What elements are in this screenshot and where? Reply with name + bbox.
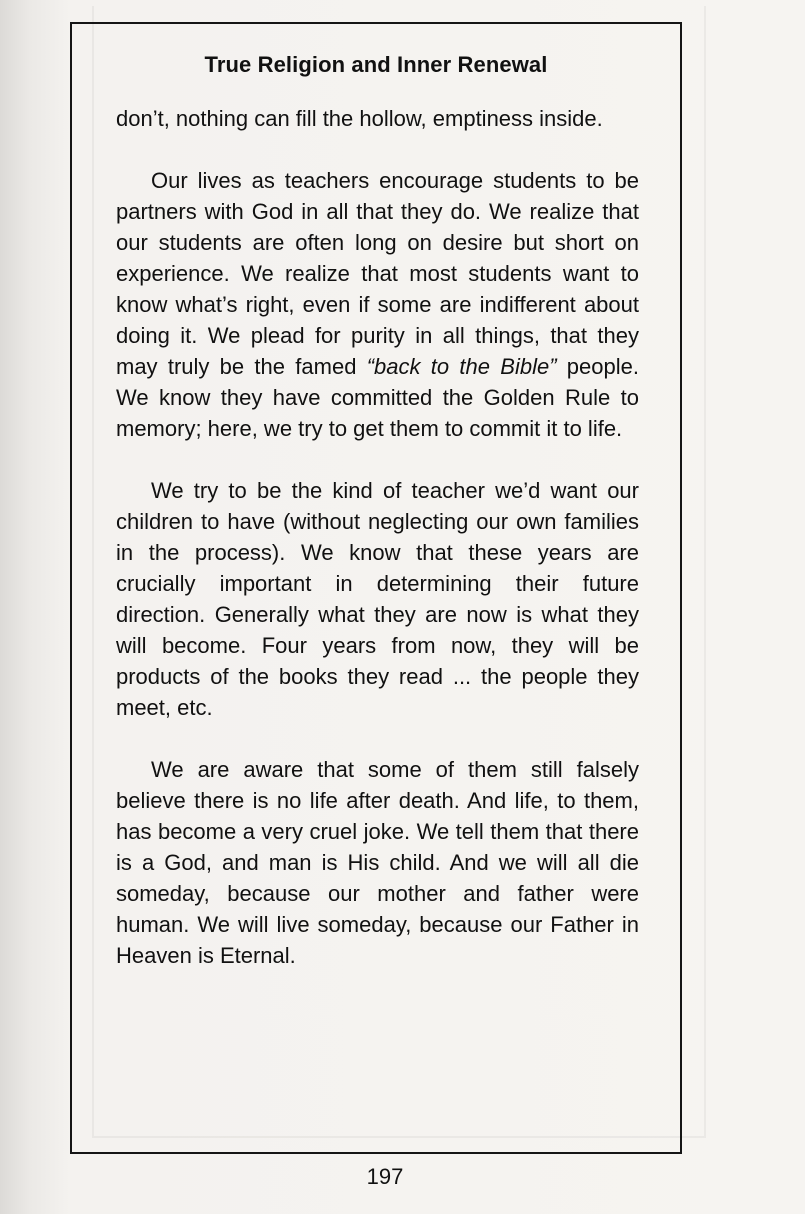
paragraph-text: Our lives as teachers encourage students to be partners with God in all that they do. We realize that our students are often long on desire but short on experience. We realize that most students want to know what’s right, even if some are indifferent about doing it. We plead for purity in all things, that they may truly be the famed	[116, 168, 639, 379]
page-border-frame	[70, 22, 682, 1154]
italic-quote: “back to the Bible”	[366, 354, 557, 379]
running-header: True Religion and Inner Renewal	[204, 52, 548, 77]
paragraph-kind-of-teacher: We try to be the kind of teacher we’d want our children to have (without neglecting our own families in the process). We know that these years are crucially important in determining their future direction. Generally what they are now is what they will become. Four years from now, they will be products of the books they read ... the people they meet, etc.	[116, 478, 639, 720]
page-number: 197	[366, 1164, 404, 1189]
body-text	[116, 103, 639, 971]
paragraph-teachers-partners	[116, 165, 639, 444]
paragraph-continuation: don’t, nothing can fill the hollow, emptiness inside.	[116, 106, 603, 131]
paragraph-life-after-death: We are aware that some of them still falsely believe there is no life after death. And life, to them, has become a very cruel joke. We tell them that there is a God, and man is His child. And we will all die someday, because our mother and father were human. We will live someday, because our Father in Heaven is Eternal.	[116, 757, 639, 968]
paragraph-text: people. We know they have committed the Golden Rule to memory; here, we try to get them to commit it to life.	[116, 354, 639, 441]
